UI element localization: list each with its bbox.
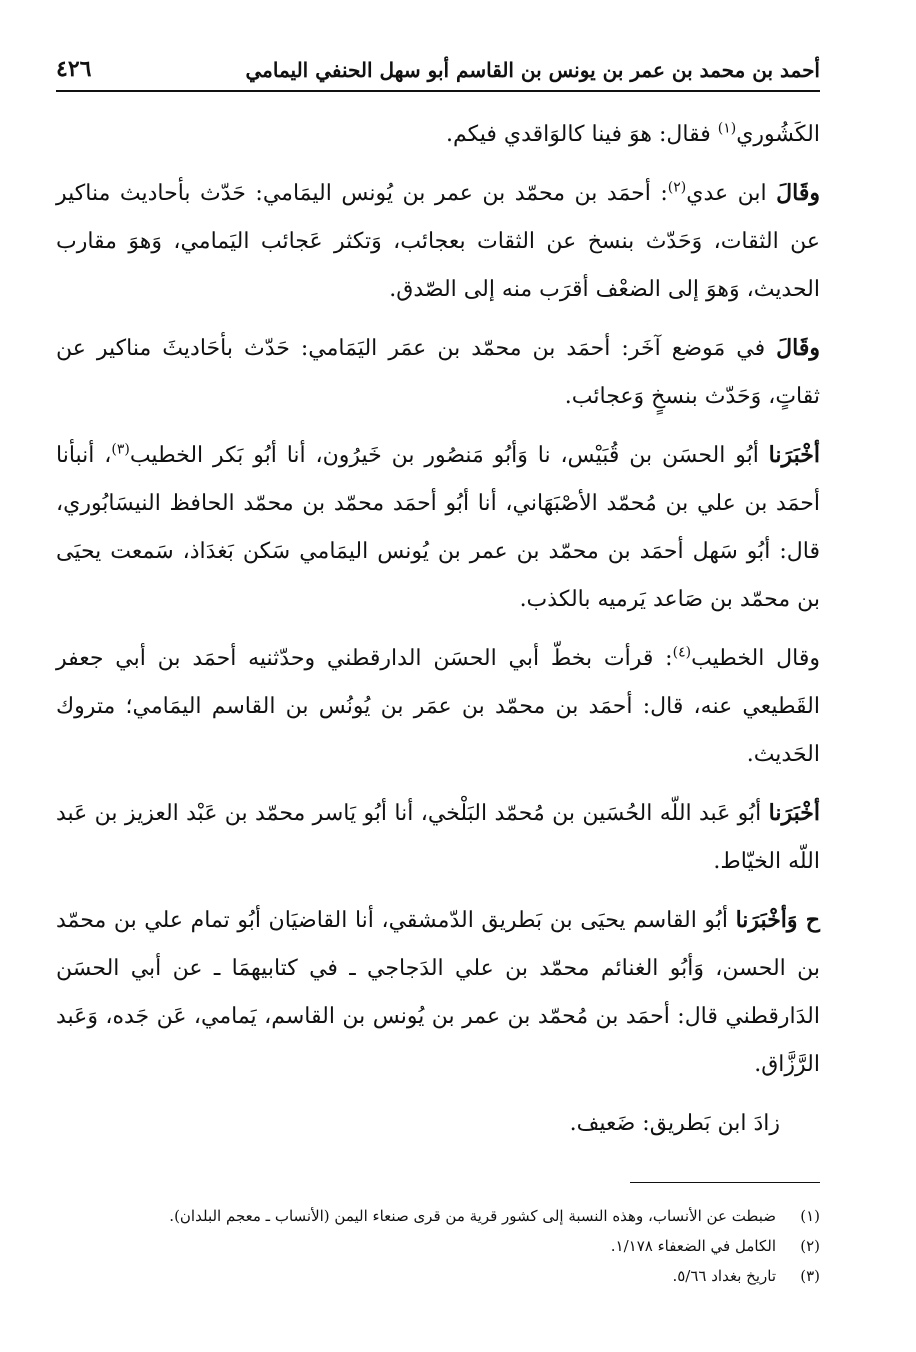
- paragraph-1: [56, 110, 820, 159]
- paragraph-text: أبُو القاسم يحيَى بن بَطريق الدّمشقي، أنا القاضيَان أبُو تمام علي بن محمّد بن الحسن، وَأبُو الغنائم محمّد بن علي الدَجاجي ـ في كتابيهمَا ـ عن أبي الحسَن الدَارقطني قال: أحمَد بن مُحمّد بن عمر بن يُونس بن القاسم، يَمامي، عَن جَده، وَعَبد الرَّزَّاق.: [56, 908, 820, 1078]
- paragraph-6: [56, 789, 820, 886]
- paragraph-text: ابن عدي: [686, 181, 777, 207]
- paragraph-text: فقال: هوَ فينا كالوَاقدي فيكم.: [445, 122, 718, 148]
- paragraph-8: [56, 1099, 820, 1148]
- paragraph-2: [56, 169, 820, 314]
- footnote-number: (٣): [800, 1267, 820, 1286]
- paragraph-4: [56, 431, 820, 624]
- footnote-item: [56, 1231, 820, 1261]
- page-header: [56, 56, 820, 92]
- paragraph-text: وقال الخطيب: [691, 646, 820, 672]
- footnotes: [56, 1201, 820, 1291]
- footnote-number: (٢): [800, 1237, 820, 1256]
- footnote-text: تاريخ بغداد ٥/٦٦.: [672, 1267, 776, 1286]
- page-number: ٤٢٦: [56, 56, 92, 82]
- paragraph-lead: أخْبَرَنا: [768, 442, 820, 469]
- paragraph-5: [56, 634, 820, 779]
- paragraph-text: الكَشُوري: [736, 122, 820, 148]
- footnote-number: (١): [800, 1207, 820, 1226]
- paragraph-text: : أحمَد بن محمّد بن عمر بن يُونس اليمَامي: حَدّث بأحاديث مناكير عن الثقات، وَحَدّث بنسخ عن الثقات بعجائب، وَتكثر عَجائب اليَمامي، وَهوَ مقارب الحديث، وَهوَ إلى الضعْف أقرَب منه إلى الصّدق.: [56, 181, 820, 303]
- footnote-text: ضبطت عن الأنساب، وهذه النسبة إلى كشور قرية من قرى صنعاء اليمن (الأنساب ـ معجم البلدان).: [169, 1207, 776, 1226]
- paragraph-3: [56, 324, 820, 421]
- footnote-ref: (١): [717, 121, 737, 138]
- paragraph-7: [56, 896, 820, 1089]
- paragraph-text: أبُو عَبد اللّه الحُسَين بن مُحمّد البَلْخي، أنا أبُو يَاسر محمّد بن عَبْد العزيز بن عَبد اللّه الخيّاط.: [56, 801, 820, 875]
- footnote-ref: (٢): [667, 180, 687, 197]
- paragraph-text: : قرأت بخطّ أبي الحسَن الدارقطني وحدّثنيه أحمَد بن أبي جعفر القَطيعي عنه، قال: أحمَد بن محمّد بن عمَر بن يُونُس بن القاسم اليمَامي؛ متروك الحَديث.: [56, 646, 820, 768]
- paragraph-text: زادَ ابن بَطريق: ضَعيف.: [569, 1111, 780, 1137]
- footnote-item: [56, 1201, 820, 1231]
- footnote-item: [56, 1261, 820, 1291]
- footnote-divider: [630, 1182, 820, 1183]
- paragraph-lead: أخْبَرَنا: [768, 800, 820, 827]
- running-title: أحمد بن محمد بن عمر بن يونس بن القاسم أبو سهل الحنفي اليمامي: [245, 58, 820, 83]
- paragraph-text: أبُو الحسَن بن قُبَيْس، نا وَأبُو مَنصُور بن خَيرُون، أنا أبُو بَكر الخطيب: [129, 443, 769, 469]
- main-text: [56, 110, 820, 1148]
- paragraph-lead: وقَالَ: [776, 180, 820, 207]
- footnote-ref: (٤): [672, 645, 692, 662]
- footnote-text: الكامل في الضعفاء ١/١٧٨.: [610, 1237, 776, 1256]
- paragraph-text: في مَوضع آخَر: أحمَد بن محمّد بن عمَر اليَمَامي: حَدّث بأحَاديثَ مناكير عن ثقاتٍ، وَحَدّث بنسخٍ وَعجائب.: [56, 336, 820, 410]
- paragraph-lead: وقَالَ: [776, 335, 820, 362]
- paragraph-text: ، أنبأنا أحمَد بن علي بن مُحمّد الأصْبَهَاني، أنا أبُو أحمَد محمّد بن محمّد الحافظ النيسَابُوري، قال: أبُو سَهل أحمَد بن محمّد بن عمر بن يُونس اليمَامي سَكن بَغدَاذ، سَمعت يحيَى بن محمّد بن صَاعد يَرميه بالكذب.: [56, 443, 820, 613]
- footnote-ref: (٣): [111, 442, 130, 459]
- paragraph-lead: ح وَأخْبَرَنا: [735, 907, 820, 934]
